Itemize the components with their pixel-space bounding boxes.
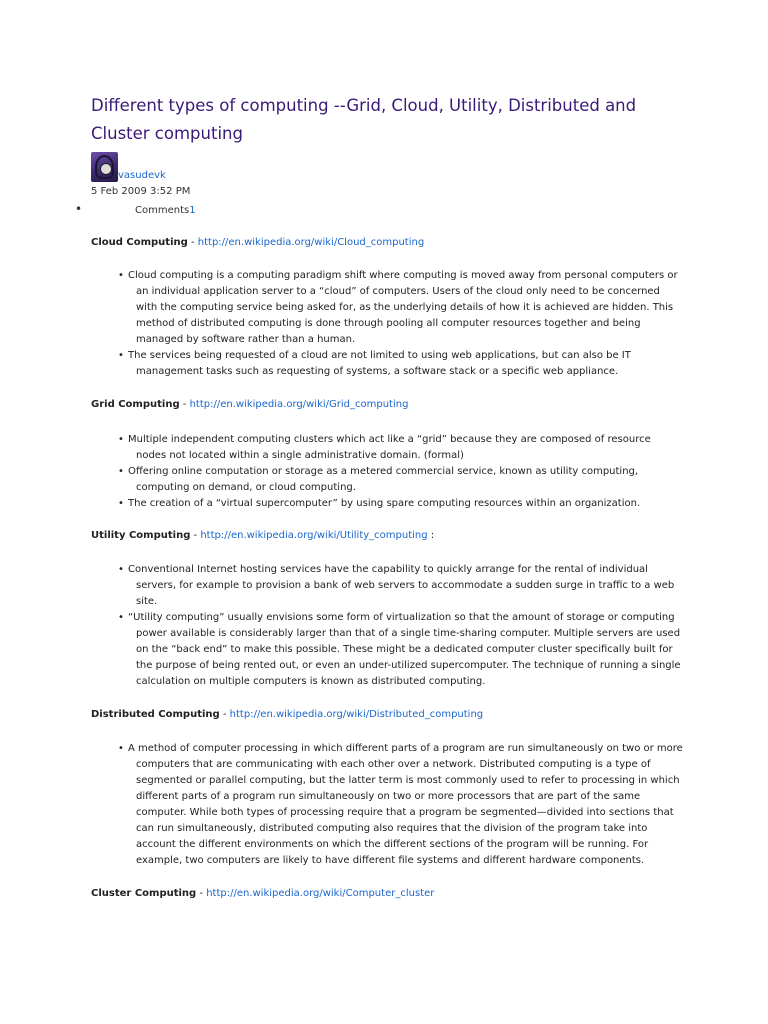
bullet-list-grid: [118, 432, 683, 512]
section-suffix: :: [427, 530, 435, 541]
list-item: • Multiple independent computing clusters which act like a “grid” because they are composed of resource nodes not located within a single administrative domain. (formal): [118, 432, 683, 464]
list-item: • “Utility computing” usually envisions some form of virtualization so that the amount of storage or computing power available is considerably larger than that of a single time-sharing computer. Multiple servers are used on the “back end” to make this possible. These might be a dedicated computer cluster specifically built for the purpose of being rented out, or even an under-utilized supercomputer. The technique of running a single calculation on multiple computers is known as distributed computing.: [118, 610, 683, 690]
bullet-list-distributed: [118, 741, 683, 869]
list-item: • Cloud computing is a computing paradigm shift where computing is moved away from personal computers or an individual application server to a “cloud” of computers. Users of the cloud only need to be concerned with the computing service being asked for, as the underlying details of how it is achieved are hidden. This method of distributed computing is done through pooling all computer resources together and being managed by software rather than a human.: [118, 268, 683, 348]
section-link[interactable]: http://en.wikipedia.org/wiki/Distributed_computing: [229, 709, 484, 720]
section-title: Distributed Computing: [91, 709, 220, 720]
comments-count-link[interactable]: 1: [189, 205, 196, 216]
section-heading-cloud: [91, 237, 424, 248]
section-link[interactable]: http://en.wikipedia.org/wiki/Computer_cluster: [206, 888, 435, 899]
bullet-list-utility: [118, 562, 683, 690]
section-heading-cluster: [91, 888, 434, 899]
list-item: • The services being requested of a cloud are not limited to using web applications, but can also be IT management tasks such as requesting of systems, a software stack or a specific web appliance.: [118, 348, 683, 380]
section-separator: -: [196, 888, 207, 899]
post-date: 5 Feb 2009 3:52 PM: [91, 186, 191, 197]
comments-row: [75, 202, 196, 216]
comments-label: Comments: [135, 205, 190, 216]
avatar[interactable]: [91, 152, 118, 182]
avatar-face-shape: [100, 163, 112, 175]
section-heading-grid: [91, 399, 408, 410]
section-link[interactable]: http://en.wikipedia.org/wiki/Cloud_computing: [197, 237, 425, 248]
section-separator: -: [190, 530, 201, 541]
author-link[interactable]: vasudevk: [118, 170, 166, 181]
section-separator: -: [187, 237, 198, 248]
section-title: Utility Computing: [91, 530, 191, 541]
list-item: • The creation of a “virtual supercomputer” by using spare computing resources within an organization.: [118, 496, 683, 512]
section-title: Grid Computing: [91, 399, 180, 410]
bullet-list-cloud: [118, 268, 683, 380]
page-title: Different types of computing --Grid, Cloud, Utility, Distributed and Cluster computing: [91, 96, 637, 143]
section-title: Cloud Computing: [91, 237, 188, 248]
section-heading-utility: [91, 530, 434, 541]
list-item: • Conventional Internet hosting services have the capability to quickly arrange for the rental of individual servers, for example to provision a bank of web servers to accommodate a sudden surge in traffic to a web site.: [118, 562, 683, 610]
section-title: Cluster Computing: [91, 888, 197, 899]
list-item: • Offering online computation or storage as a metered commercial service, known as utility computing, computing on demand, or cloud computing.: [118, 464, 683, 496]
section-link[interactable]: http://en.wikipedia.org/wiki/Utility_computing: [200, 530, 428, 541]
list-item: • A method of computer processing in which different parts of a program are run simultaneously on two or more computers that are communicating with each other over a network. Distributed computing is a type of segmented or parallel computing, but the latter term is most commonly used to refer to processing in which different parts of a program run simultaneously on two or more processors that are part of the same computer. While both types of processing require that a program be segmented—divided into sections that can run simultaneously, distributed computing also requires that the division of the program take into account the different environments on which the different sections of the program will be running. For example, two computers are likely to have different file systems and different hardware components.: [118, 741, 683, 869]
section-link[interactable]: http://en.wikipedia.org/wiki/Grid_computing: [189, 399, 409, 410]
bullet-icon: •: [75, 202, 83, 216]
section-separator: -: [179, 399, 190, 410]
section-separator: -: [219, 709, 230, 720]
section-heading-distributed: [91, 709, 483, 720]
